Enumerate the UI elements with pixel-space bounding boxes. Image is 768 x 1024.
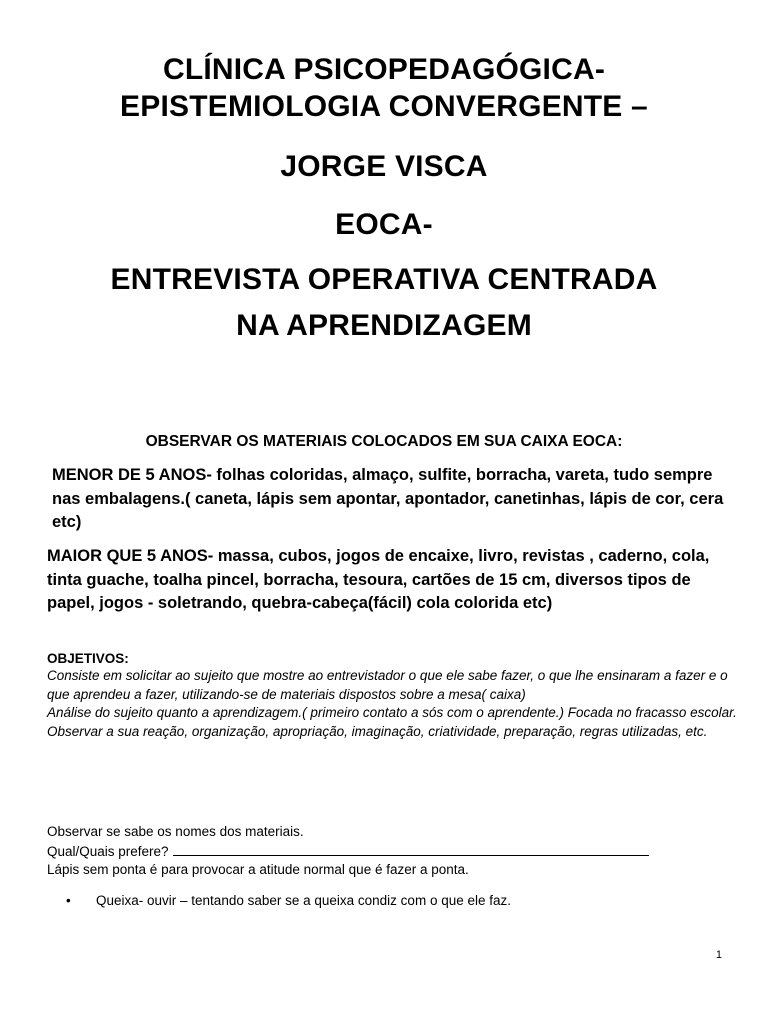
bullet-item bbox=[66, 892, 511, 910]
bullet-symbol: • bbox=[66, 893, 71, 908]
note-line-2 bbox=[47, 842, 737, 862]
objective-item: Análise do sujeito quanto a aprendizagem.( primeiro contato a sós com o aprendente.) Focada no fracasso escolar. bbox=[47, 705, 737, 721]
title-line-3: JORGE VISCA bbox=[280, 150, 488, 183]
under-5-lead: MENOR DE 5 ANOS- bbox=[52, 466, 212, 484]
under-5-materials bbox=[52, 464, 742, 535]
objective-item: Consiste em solicitar ao sujeito que mostre ao entrevistador o que ele sabe fazer, o que lhe ensinaram a fazer e o que aprendeu a fazer, utilizando-se de materiais dispostos sobre a mesa( caixa) bbox=[47, 668, 728, 702]
materials-subheading: OBSERVAR OS MATERIAIS COLOCADOS EM SUA CAIXA EOCA: bbox=[145, 433, 623, 450]
over-5-lead: MAIOR QUE 5 ANOS bbox=[47, 547, 208, 565]
objectives-label: OBJETIVOS: bbox=[47, 651, 129, 666]
bullet-text: Queixa- ouvir – tentando saber se a queixa condiz com o que ele faz. bbox=[96, 893, 511, 908]
answer-blank-line bbox=[173, 842, 649, 856]
title-line-6: NA APRENDIZAGEM bbox=[236, 309, 532, 342]
over-5-materials bbox=[47, 545, 737, 616]
over-5-text: - massa, cubos, jogos de encaixe, livro, revistas , caderno, cola, tinta guache, toalha pincel, borracha, tesoura, cartões de 15 cm, diversos tipos de papel, jogos - soletrando, quebra-cabeça(fácil) cola colorida etc) bbox=[47, 547, 710, 612]
note-line-3: Lápis sem ponta é para provocar a atitude normal que é fazer a ponta. bbox=[47, 862, 469, 877]
objectives-text bbox=[47, 667, 737, 741]
note-line-1: Observar se sabe os nomes dos materiais. bbox=[47, 824, 304, 839]
objective-item: Observar a sua reação, organização, apropriação, imaginação, criatividade, preparação, regras utilizadas, etc. bbox=[47, 723, 708, 739]
page-number: 1 bbox=[715, 949, 722, 961]
preference-question: Qual/Quais prefere? bbox=[47, 844, 169, 859]
title-line-1: CLÍNICA PSICOPEDAGÓGICA- bbox=[162, 53, 606, 86]
title-line-4: EOCA- bbox=[335, 208, 433, 241]
title-line-2: EPISTEMIOLOGIA CONVERGENTE – bbox=[120, 90, 648, 123]
title-line-5: ENTREVISTA OPERATIVA CENTRADA bbox=[110, 263, 658, 296]
under-5-text: folhas coloridas, almaço, sulfite, borracha, vareta, tudo sempre nas embalagens.( caneta, lápis sem apontar, apontador, canetinhas, lápis de cor, cera etc) bbox=[52, 466, 724, 531]
